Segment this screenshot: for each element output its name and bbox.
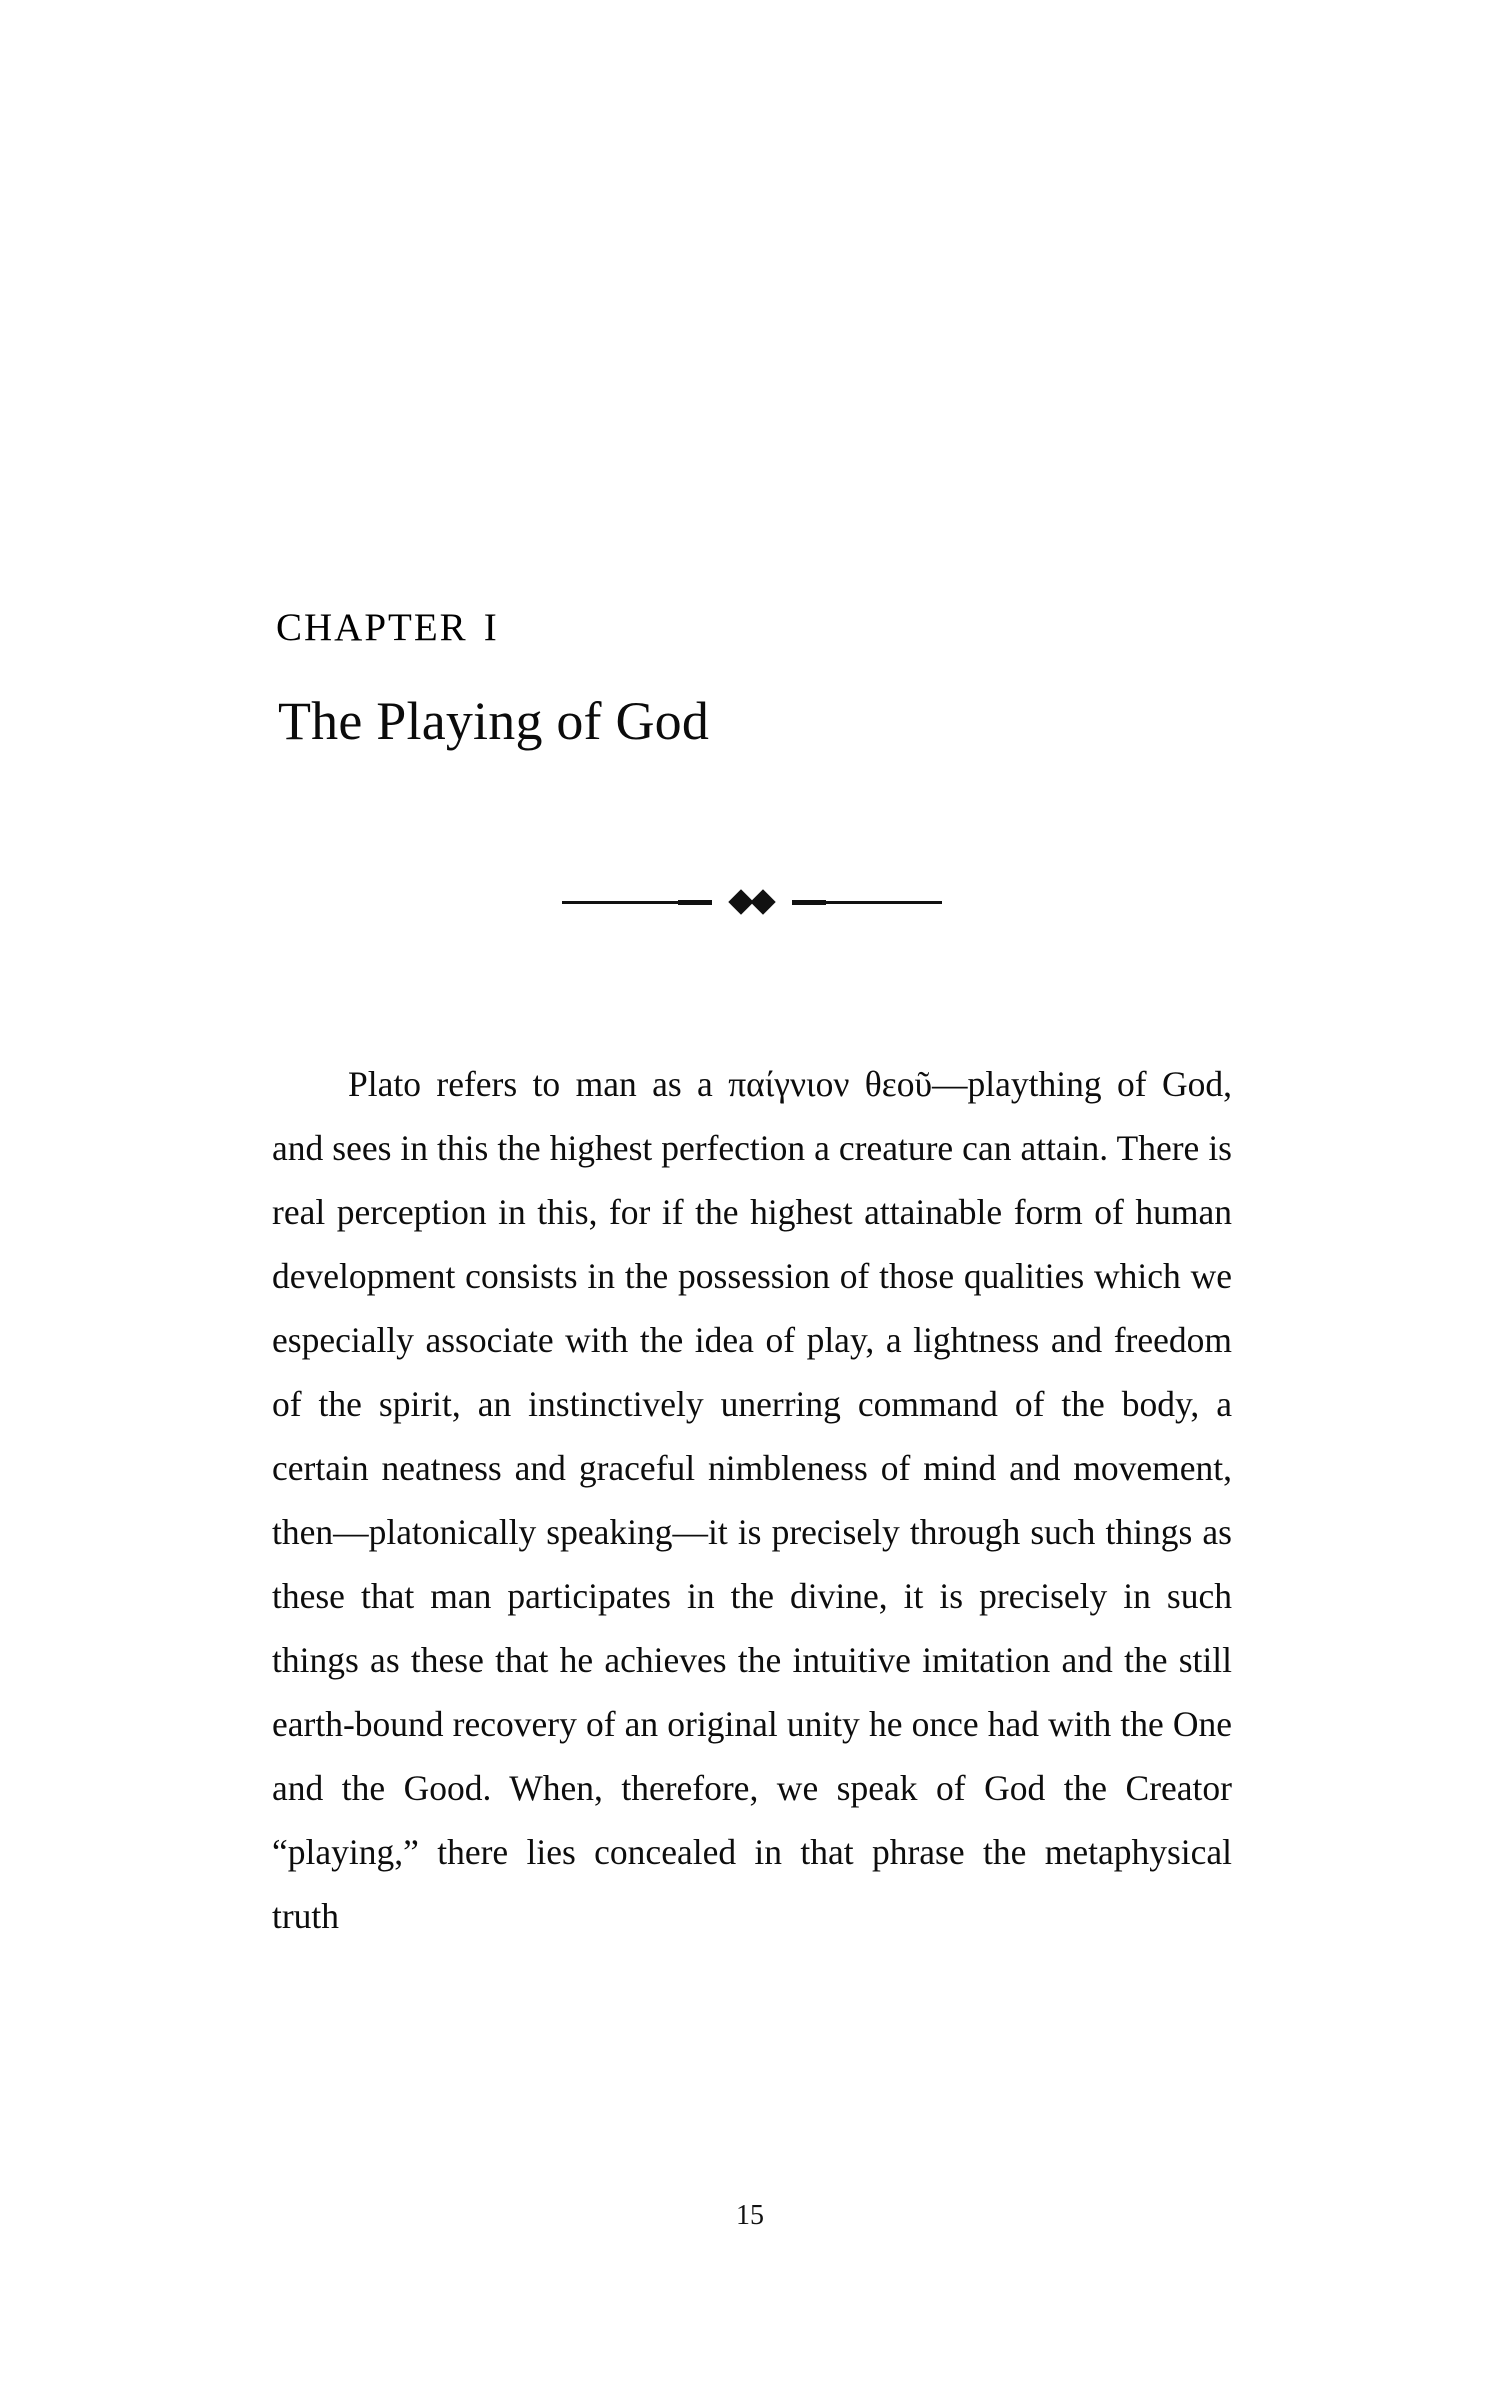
page-content [272,590,1232,1948]
body-paragraph-text: Plato refers to man as a παίγνιον θεοῦ—plaything of God, and sees in this the highest perfection a creature can attain. There is real perception in this, for if the highest attainable form of human development consists in the possession of those qualities which we especially associate with the idea of play, a lightness and freedom of the spirit, an instinctively unerring command of the body, a certain neatness and graceful nimbleness of mind and movement, then—platonically speaking—it is precisely through such things as these that man participates in the divine, it is precisely in such things as these that he achieves the intuitive imitation and the still earth-bound recovery of an original unity he once had with the One and the Good. When, therefore, we speak of God the Creator “playing,” there lies concealed in that phrase the metaphysical truth [272,1064,1232,1936]
body-paragraph [272,1052,1232,1948]
chapter-label: chapter i [276,591,499,653]
diamond-rule-ornament-icon [562,882,942,922]
page-title: The Playing of God [278,691,710,751]
ornament-diamond-right [750,889,775,914]
ornament-left-rule [562,901,712,904]
ornament-right-rule [792,901,942,904]
page-number: 15 [736,2200,764,2231]
